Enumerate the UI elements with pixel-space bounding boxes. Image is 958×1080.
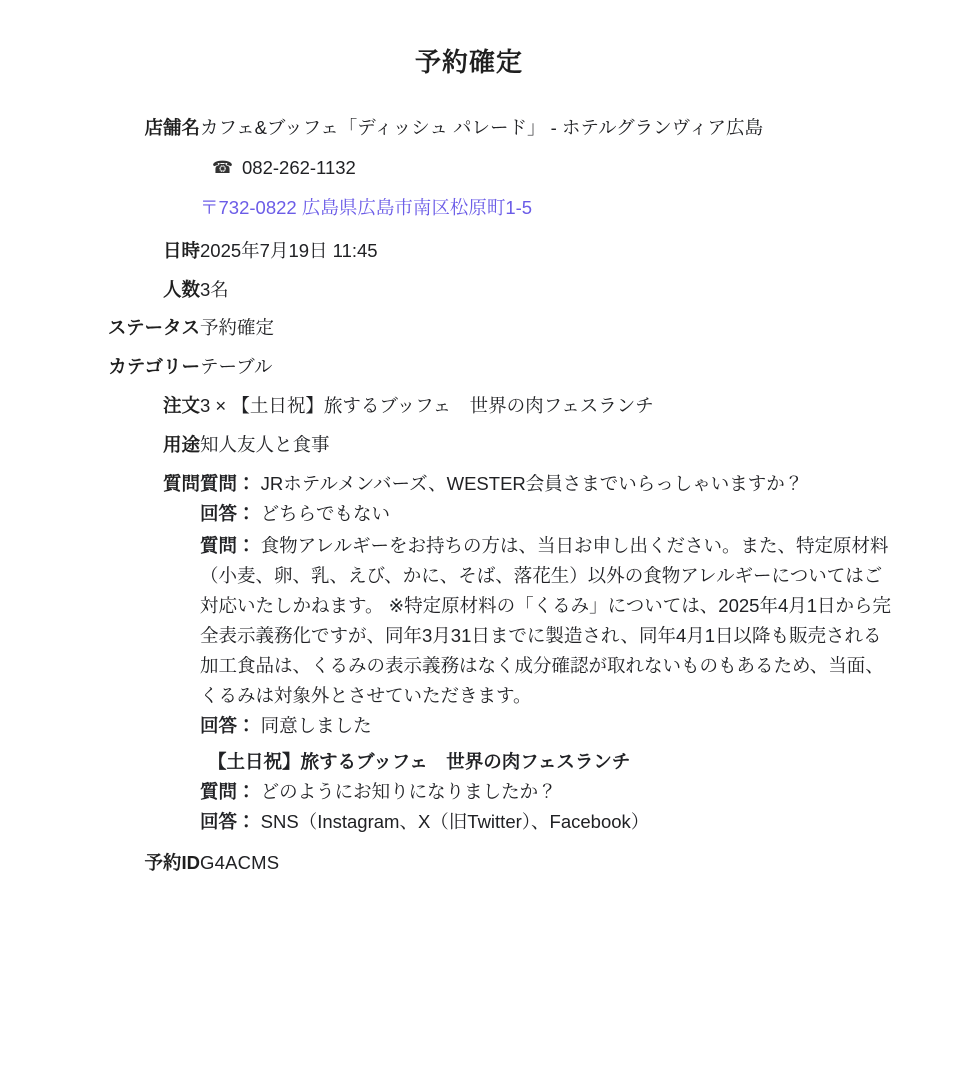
- purpose-value: 知人友人と食事: [200, 434, 330, 456]
- shop-name: カフェ&ブッフェ「ディッシュ パレード」 - ホテルグランヴィア広島: [200, 117, 764, 138]
- phone-icon: ☎: [211, 158, 233, 178]
- answer-text: SNS（Instagram、X（旧Twitter）、Facebook）: [260, 811, 650, 832]
- shop-value-cell: [200, 113, 898, 236]
- purpose-label: 用途: [162, 434, 200, 456]
- phone-line[interactable]: [211, 153, 898, 183]
- answer-prefix: 回答：: [200, 715, 256, 737]
- datetime-label: 日時: [162, 239, 200, 261]
- qa-section-heading: 【土日祝】旅するブッフェ 世界の肉フェスランチ: [208, 751, 631, 773]
- qa-question-line: [200, 777, 898, 807]
- table-row-purpose: [40, 430, 898, 469]
- qa-question-line: [200, 531, 898, 711]
- table-row-questions: [40, 469, 898, 848]
- status-label: ステータス: [107, 317, 200, 339]
- reservation-detail-table: [40, 113, 898, 887]
- questions-value-cell: [200, 469, 898, 848]
- order-label: 注文: [162, 395, 200, 417]
- qa-item-1: [200, 469, 898, 529]
- address-link[interactable]: 〒732-0822 広島県広島市南区松原町1-5: [200, 196, 533, 218]
- reservation-id-label: 予約ID: [144, 851, 200, 873]
- phone-number[interactable]: 082-262-1132: [242, 156, 356, 178]
- question-prefix: 質問：: [200, 781, 256, 803]
- qa-item-3: [200, 777, 898, 837]
- datetime-value: 2025年7月19日 11:45: [200, 239, 378, 261]
- table-row-category: [40, 352, 898, 391]
- table-row-shop: [40, 113, 898, 236]
- question-text: JRホテルメンバーズ、WESTER会員さまでいらっしゃいますか？: [260, 473, 804, 495]
- order-value: 3 × 【土日祝】旅するブッフェ 世界の肉フェスランチ: [200, 395, 654, 417]
- reservation-id-value: G4ACMS: [200, 851, 280, 873]
- qa-question-line: [200, 469, 898, 499]
- question-text: どのようにお知りになりましたか？: [260, 781, 557, 803]
- answer-text: 同意しました: [260, 715, 372, 737]
- table-row-datetime: [40, 236, 898, 275]
- page-title: 予約確定: [414, 47, 523, 77]
- table-row-order: [40, 391, 898, 430]
- qa-item-2: [200, 531, 898, 741]
- qa-answer-line: [200, 807, 898, 837]
- question-label: 質問: [162, 473, 200, 495]
- answer-text: どちらでもない: [260, 503, 390, 525]
- table-row-people: [40, 275, 898, 314]
- question-prefix: 質問：: [200, 535, 256, 557]
- answer-prefix: 回答：: [200, 811, 256, 832]
- qa-answer-line: [200, 711, 898, 741]
- people-label: 人数: [162, 278, 200, 300]
- qa-answer-line: [200, 499, 898, 529]
- answer-prefix: 回答：: [200, 503, 256, 525]
- status-value: 予約確定: [200, 317, 275, 339]
- question-prefix: 質問：: [200, 473, 256, 495]
- shop-label: 店舗名: [144, 117, 200, 138]
- category-label: カテゴリー: [108, 356, 200, 378]
- category-value: テーブル: [200, 356, 273, 378]
- people-value: 3名: [200, 278, 229, 300]
- table-row-reservation-id: [40, 848, 898, 887]
- question-text: 食物アレルギーをお持ちの方は、当日お申し出ください。また、特定原材料（小麦、卵、乳、えび、かに、そば、落花生）以外の食物アレルギーについてはご対応いたしかねます。 ※特定原材料の「くるみ」については、2025年4月1日から完全表示義務化ですが、同年3月31日までに製造され、同年4月1日以降も販売される加工食品は、くるみの表示義務はなく成分確認が取れないものもあるため、当面、くるみは対象外とさせていただきます。: [200, 535, 892, 707]
- table-row-status: [40, 313, 898, 352]
